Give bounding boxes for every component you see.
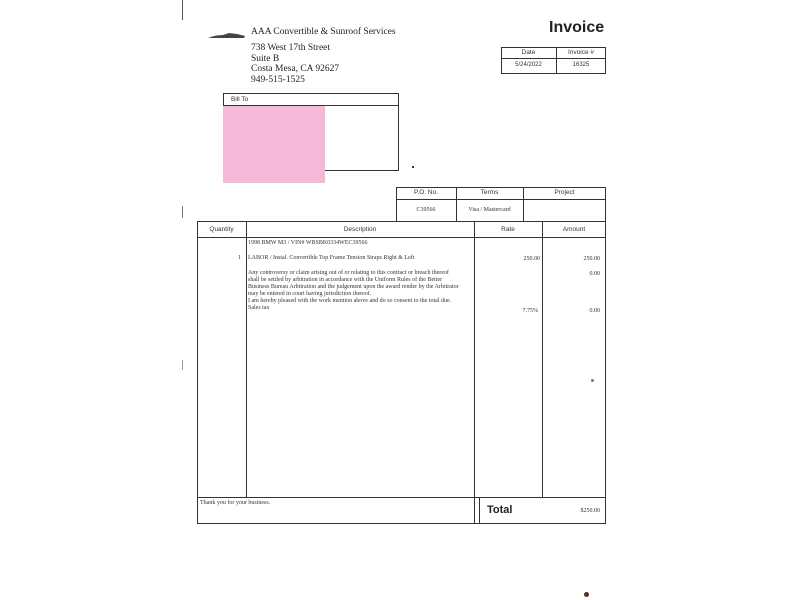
bill-to-redaction (223, 106, 325, 183)
vehicle-info: 1998 BMW M3 / VIN# WBSBK0334WEC39566 (248, 240, 368, 246)
invoice-number-label: Invoice # (567, 49, 595, 56)
total-value: $250.00 (580, 508, 600, 514)
company-address (251, 43, 339, 85)
line-description: LABOR / Instal. Convertible Top Frame Tension Straps Right & Left (248, 255, 415, 261)
line-amount: 250.00 (583, 256, 600, 262)
line-items-table (197, 221, 606, 524)
invoice-title: Invoice (549, 19, 605, 36)
scan-edge-mark (182, 360, 183, 370)
address-line: Suite B (251, 53, 280, 64)
terms-line: Business Bureau Arbitration and the judgement upon the award render by the Arbitrator (248, 284, 459, 290)
scan-edge-mark (182, 206, 183, 218)
car-logo-icon (207, 32, 247, 40)
company-name: AAA Convertible & Sunroof Services (251, 27, 396, 37)
terms-amount: 0.00 (589, 271, 600, 277)
address-line: 949-515-1525 (251, 74, 305, 85)
line-rate: 250.00 (523, 256, 540, 262)
terms-line: Any controversy or claim arising out of or relating to this contract or breach thereof (248, 270, 449, 276)
arbitration-terms (248, 270, 459, 312)
bill-to-label: Bill To (231, 96, 249, 103)
quantity-header: Quantity (209, 226, 234, 233)
po-label: P.O. No. (413, 189, 439, 196)
scan-speck (584, 592, 589, 597)
payment-terms: Visa / Mastercard (468, 207, 511, 213)
terms-label: Terms (480, 189, 499, 196)
scan-edge-mark (182, 0, 183, 20)
address-line: Costa Mesa, CA 92627 (251, 64, 340, 74)
po-number: C39566 (416, 207, 436, 213)
terms-line: shall be settled by arbitration in accordance with the Uniform Rules of the Better (248, 277, 443, 283)
sales-tax-rate: 7.75% (522, 308, 538, 314)
date-label: Date (521, 49, 536, 56)
invoice-date: 5/24/2022 (515, 62, 542, 68)
description-header: Description (343, 226, 377, 233)
terms-line: may be entered in court having jurisdiction thereof. (248, 291, 372, 297)
scan-speck (412, 166, 414, 168)
thank-you-note: Thank you for your business. (200, 500, 271, 506)
total-label: Total (487, 504, 513, 516)
amount-header: Amount (562, 226, 586, 233)
project-label: Project (554, 189, 575, 196)
sales-tax-amount: 0.00 (589, 308, 600, 314)
terms-line: I am hereby pleased with the work mention above and do so consent to the total due. (248, 298, 452, 304)
rate-header: Rate (501, 226, 515, 233)
line-quantity: 1 (238, 255, 241, 261)
invoice-number: 16325 (572, 62, 590, 68)
sales-tax-label: Sales tax (248, 305, 270, 311)
address-line: 738 West 17th Street (251, 43, 331, 53)
